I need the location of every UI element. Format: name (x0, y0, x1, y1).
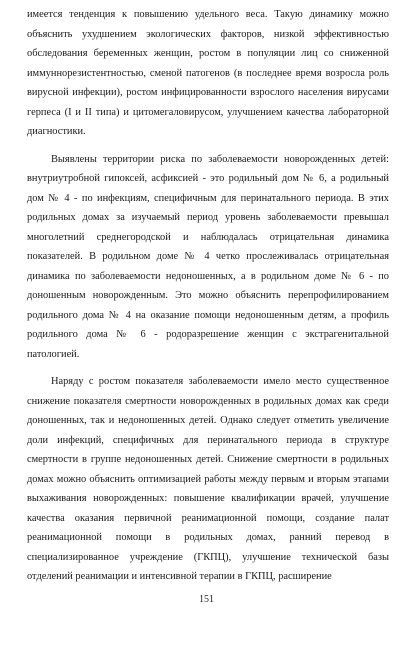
document-body (27, 5, 389, 587)
paragraph-mortality-decline: Наряду с ростом показателя заболеваемости имело место существенное снижение показателя смертности новорожденных в родильных домах как среди доношенных, так и недоношенных детей. Однако следует отметить увеличение доли инфекций, специфичных для перинатального периода в структуре смертности в группе недоношенных детей. Снижение смертности в родильных домах можно объяснить оптимизацией работы между первым и вторым этапами выхаживания новорожденных: повышение квалификации врачей, улучшение качества оказания первичной реанимационной помощи, создание палат реанимационной помощи в родильных домах, ранний перевод в специализированное учреждение (ГКПЦ), улучшение технической базы отделений реанимации и интенсивной терапии в ГКПЦ, расширение (27, 376, 389, 582)
paragraph-continuation: имеется тенденция к повышению удельного веса. Такую динамику можно объяснить ухудшением экологических факторов, низкой эффективностью обследования беременных женщин, ростом в популяции лиц со сниженной иммуннорезистентностью, сменой патогенов (в последнее время возросла роль вирусной инфекции), ростом инфицированности взрослого населения вирусами герпеса (I и II типа) и цитомегаловирусом, улучшением качества лабораторной диагностики. (27, 9, 389, 137)
page-number: 151 (199, 594, 214, 605)
paragraph-risk-territories: Выявлены территории риска по заболеваемости новорожденных детей: внутриутробной гипоксей, асфиксией - это родильный дом № 6, а родильный дом № 4 - по инфекциям, специфичным для перинатального периода. В этих родильных домах за изучаемый период уровень заболеваемости превышал многолетний среднегородской и наблюдалась отрицательная динамика показателей. В родильном доме № 4 четко прослеживалась отрицательная динамика по заболеваемости недоношенных, а в родильном доме № 6 - по доношенным новорожденным. Это можно объяснить перепрофилированием родильного дома № 4 на оказание помощи недоношенным детям, а профиль родильного дома № 6 - родоразрешение женщин с экстрагенитальной патологией. (27, 153, 389, 360)
